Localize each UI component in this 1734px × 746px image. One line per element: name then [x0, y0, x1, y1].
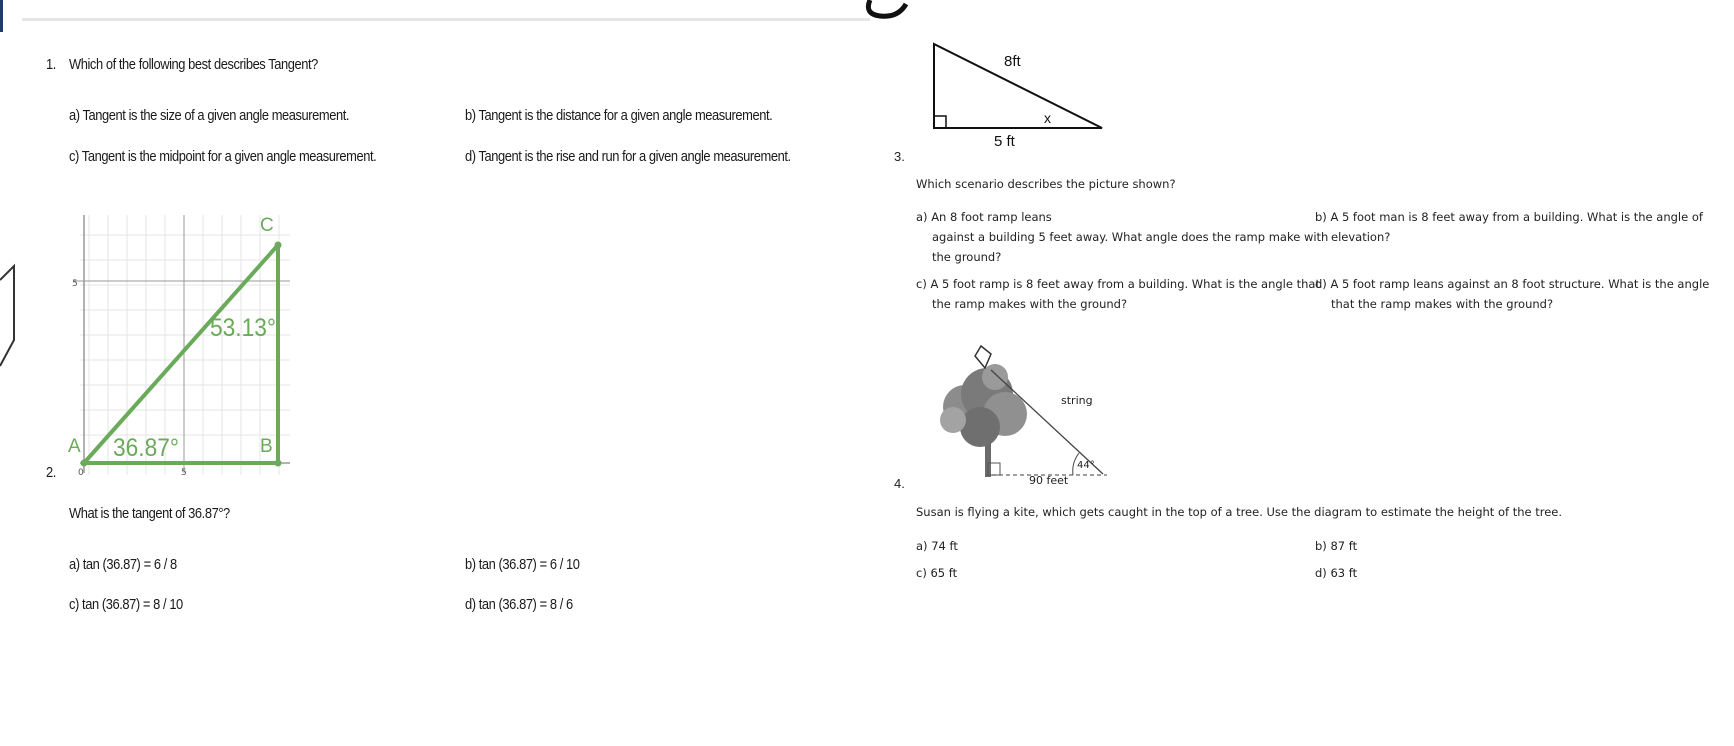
q3-option-a[interactable] — [916, 207, 1328, 267]
q2-number: 2. — [46, 464, 56, 481]
point-b — [275, 460, 282, 467]
hyp-label: 8ft — [1004, 53, 1021, 70]
angle-label: 44° — [1077, 460, 1095, 471]
q4-kite-tree-figure — [925, 342, 1115, 487]
base-label: 5 ft — [994, 133, 1015, 148]
left-edge-decoration — [0, 262, 18, 372]
distance-label: 90 feet — [1029, 474, 1069, 487]
string-label: string — [1061, 394, 1093, 407]
tick-label-origin: 0 — [78, 468, 84, 478]
label-c: C — [260, 215, 274, 236]
q3-option-b-line2: elevation? — [1331, 230, 1391, 244]
q3-option-b-line1: b) A 5 foot man is 8 feet away from a building. What is the angle of — [1315, 210, 1703, 224]
q3-option-a-line2: against a building 5 feet away. What angle does the ramp make with — [932, 230, 1329, 244]
q2-graph — [60, 205, 300, 480]
q1-number: 1. — [46, 56, 56, 73]
top-divider — [22, 18, 870, 21]
label-b: B — [260, 436, 273, 457]
q4-option-a[interactable]: a) 74 ft — [916, 539, 958, 553]
point-a — [81, 460, 88, 467]
angle-label: x — [1044, 110, 1051, 126]
graph-grid — [80, 215, 290, 475]
q3-option-a-line3: the ground? — [932, 250, 1002, 264]
q4-option-c[interactable]: c) 65 ft — [916, 566, 958, 580]
q3-option-d-line1: d) A 5 foot ramp leans against an 8 foot structure. What is the angle — [1315, 277, 1710, 291]
q3-number: 3. — [894, 149, 905, 164]
q3-option-d[interactable] — [1315, 274, 1709, 314]
tick-label-x5: 5 — [181, 468, 187, 478]
q2-option-b[interactable]: b) tan (36.87) = 6 / 10 — [465, 556, 580, 573]
q2-option-d[interactable]: d) tan (36.87) = 8 / 6 — [465, 596, 573, 613]
q1-option-d[interactable]: d) Tangent is the rise and run for a given angle measurement. — [465, 148, 791, 165]
top-curve-decoration — [858, 0, 918, 22]
angle-c-label: 53.13° — [210, 314, 276, 342]
q3-option-c[interactable] — [916, 274, 1320, 314]
q1-option-a[interactable]: a) Tangent is the size of a given angle measurement. — [69, 107, 350, 124]
q4-number: 4. — [894, 476, 905, 491]
q3-question: Which scenario describes the picture shown? — [916, 177, 1176, 191]
q1-option-b[interactable]: b) Tangent is the distance for a given angle measurement. — [465, 107, 773, 124]
q2-question: What is the tangent of 36.87°? — [69, 505, 230, 522]
q2-option-c[interactable]: c) tan (36.87) = 8 / 10 — [69, 596, 183, 613]
right-angle-mark — [934, 116, 946, 128]
q1-option-c[interactable]: c) Tangent is the midpoint for a given angle measurement. — [69, 148, 377, 165]
kite-icon — [975, 346, 991, 368]
q2-option-a[interactable]: a) tan (36.87) = 6 / 8 — [69, 556, 177, 573]
label-a: A — [68, 436, 81, 457]
triangle-abc — [84, 245, 278, 463]
q3-option-c-line2: the ramp makes with the ground? — [932, 297, 1128, 311]
q3-option-d-line2: that the ramp makes with the ground? — [1331, 297, 1554, 311]
q3-triangle-figure — [925, 38, 1110, 148]
angle-a-label: 36.87° — [113, 434, 179, 462]
left-edge-bar — [0, 0, 3, 32]
q3-option-c-line1: c) A 5 foot ramp is 8 feet away from a building. What is the angle that — [916, 277, 1320, 291]
q4-option-b[interactable]: b) 87 ft — [1315, 539, 1358, 553]
q1-question: Which of the following best describes Tangent? — [69, 56, 318, 73]
tick-label-y5: 5 — [72, 279, 78, 289]
q3-option-a-line1: a) An 8 foot ramp leans — [916, 210, 1052, 224]
q3-option-b[interactable] — [1315, 207, 1703, 247]
tree-icon — [940, 364, 1027, 477]
q4-question: Susan is flying a kite, which gets caught in the top of a tree. Use the diagram to estimate the height of the tree. — [916, 505, 1563, 519]
point-c — [275, 242, 282, 249]
q4-option-d[interactable]: d) 63 ft — [1315, 566, 1358, 580]
